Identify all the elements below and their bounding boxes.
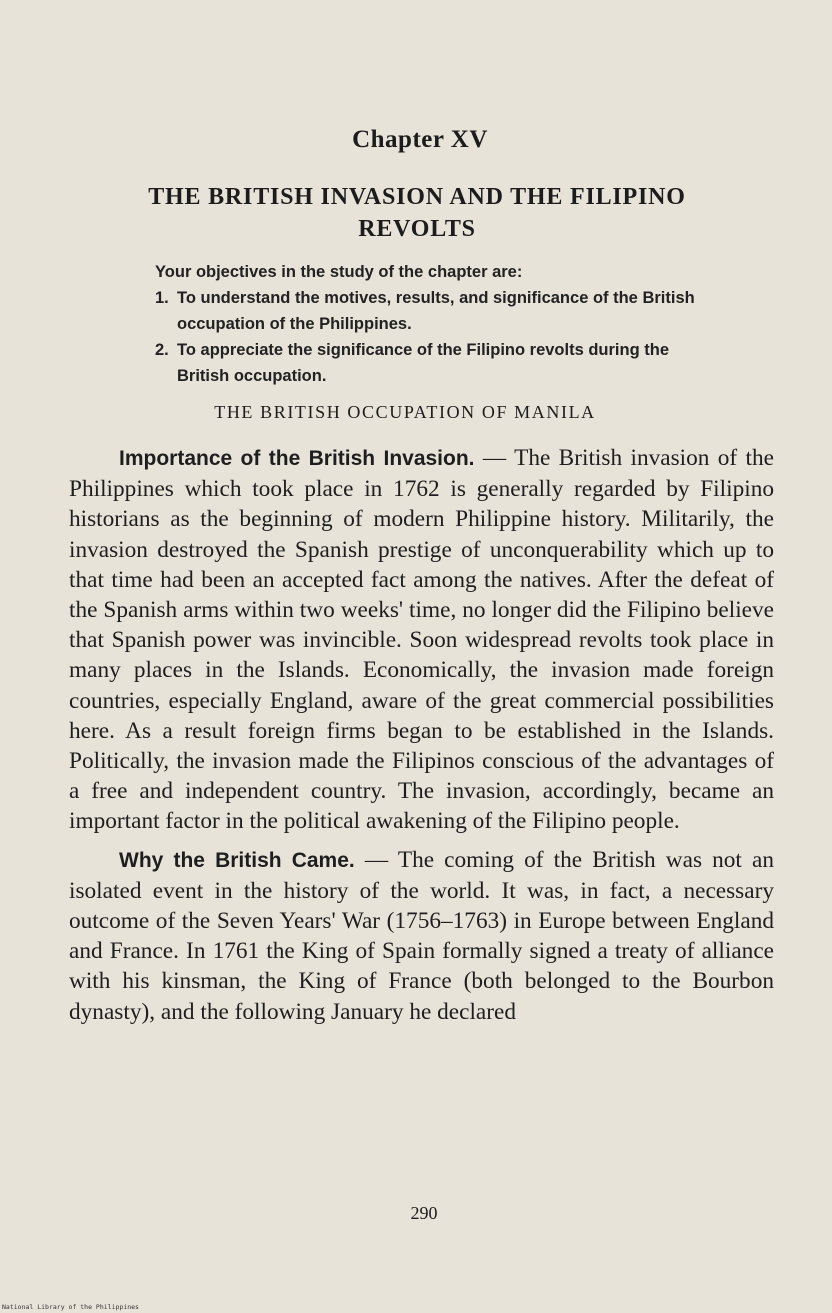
- body-text: [69, 443, 774, 1027]
- paragraph-heading: Importance of the British Invasion.: [119, 447, 475, 470]
- chapter-title: THE BRITISH INVASION AND THE FILIPINO REVOLTS: [148, 184, 686, 242]
- heading-separator: —: [354, 846, 398, 873]
- objective-item: [155, 337, 695, 389]
- paragraph: [69, 443, 774, 837]
- chapter-label: Chapter XV: [352, 126, 488, 153]
- objectives-intro: Your objectives in the study of the chapter are:: [155, 263, 523, 281]
- objective-text: To understand the motives, results, and significance of the British occupation of the Philippines.: [177, 289, 695, 333]
- paragraph-text: The British invasion of the Philippines which took place in 1762 is generally regarded by Filipino historians as the beginning of modern Philippine history. Militarily, the invasion destroyed the Spanish prestige of unconquerability which up to that time had been an accepted fact among the natives. After the defeat of the Spanish arms within two weeks' time, no longer did the Filipino believe that Spanish power was invincible. Soon widespread revolts took place in many places in the Islands. Economically, the invasion made foreign countries, especially England, aware of the great commercial possibilities here. As a result foreign firms began to be established in the Islands. Politically, the invasion made the Filipinos conscious of the advantages of a free and independent country. The invasion, accordingly, became an important factor in the political awakening of the Filipino people.: [69, 445, 774, 835]
- paragraph-heading: Why the British Came.: [119, 848, 355, 872]
- footer-credit: National Library of the Philippines: [2, 1303, 139, 1311]
- objective-item: [155, 285, 695, 337]
- page-number: 290: [410, 1203, 438, 1223]
- objectives-block: [155, 259, 695, 389]
- objective-number: 2.: [155, 341, 169, 359]
- objective-number: 1.: [155, 289, 169, 307]
- section-heading: THE BRITISH OCCUPATION OF MANILA: [214, 402, 596, 422]
- paragraph-text: The coming of the British was not an isolated event in the history of the world. It was, in fact, a necessary outcome of the Seven Years' War (1756–1763) in Europe between England and France. In 1761 the King of Spain formally signed a treaty of alliance with his kinsman, the King of France (both belonged to the Bourbon dynasty), and the following January he declared: [69, 846, 775, 1025]
- paragraph: [69, 845, 774, 1027]
- heading-separator: —: [474, 445, 515, 471]
- objective-text: To appreciate the significance of the Filipino revolts during the British occupation.: [177, 341, 670, 385]
